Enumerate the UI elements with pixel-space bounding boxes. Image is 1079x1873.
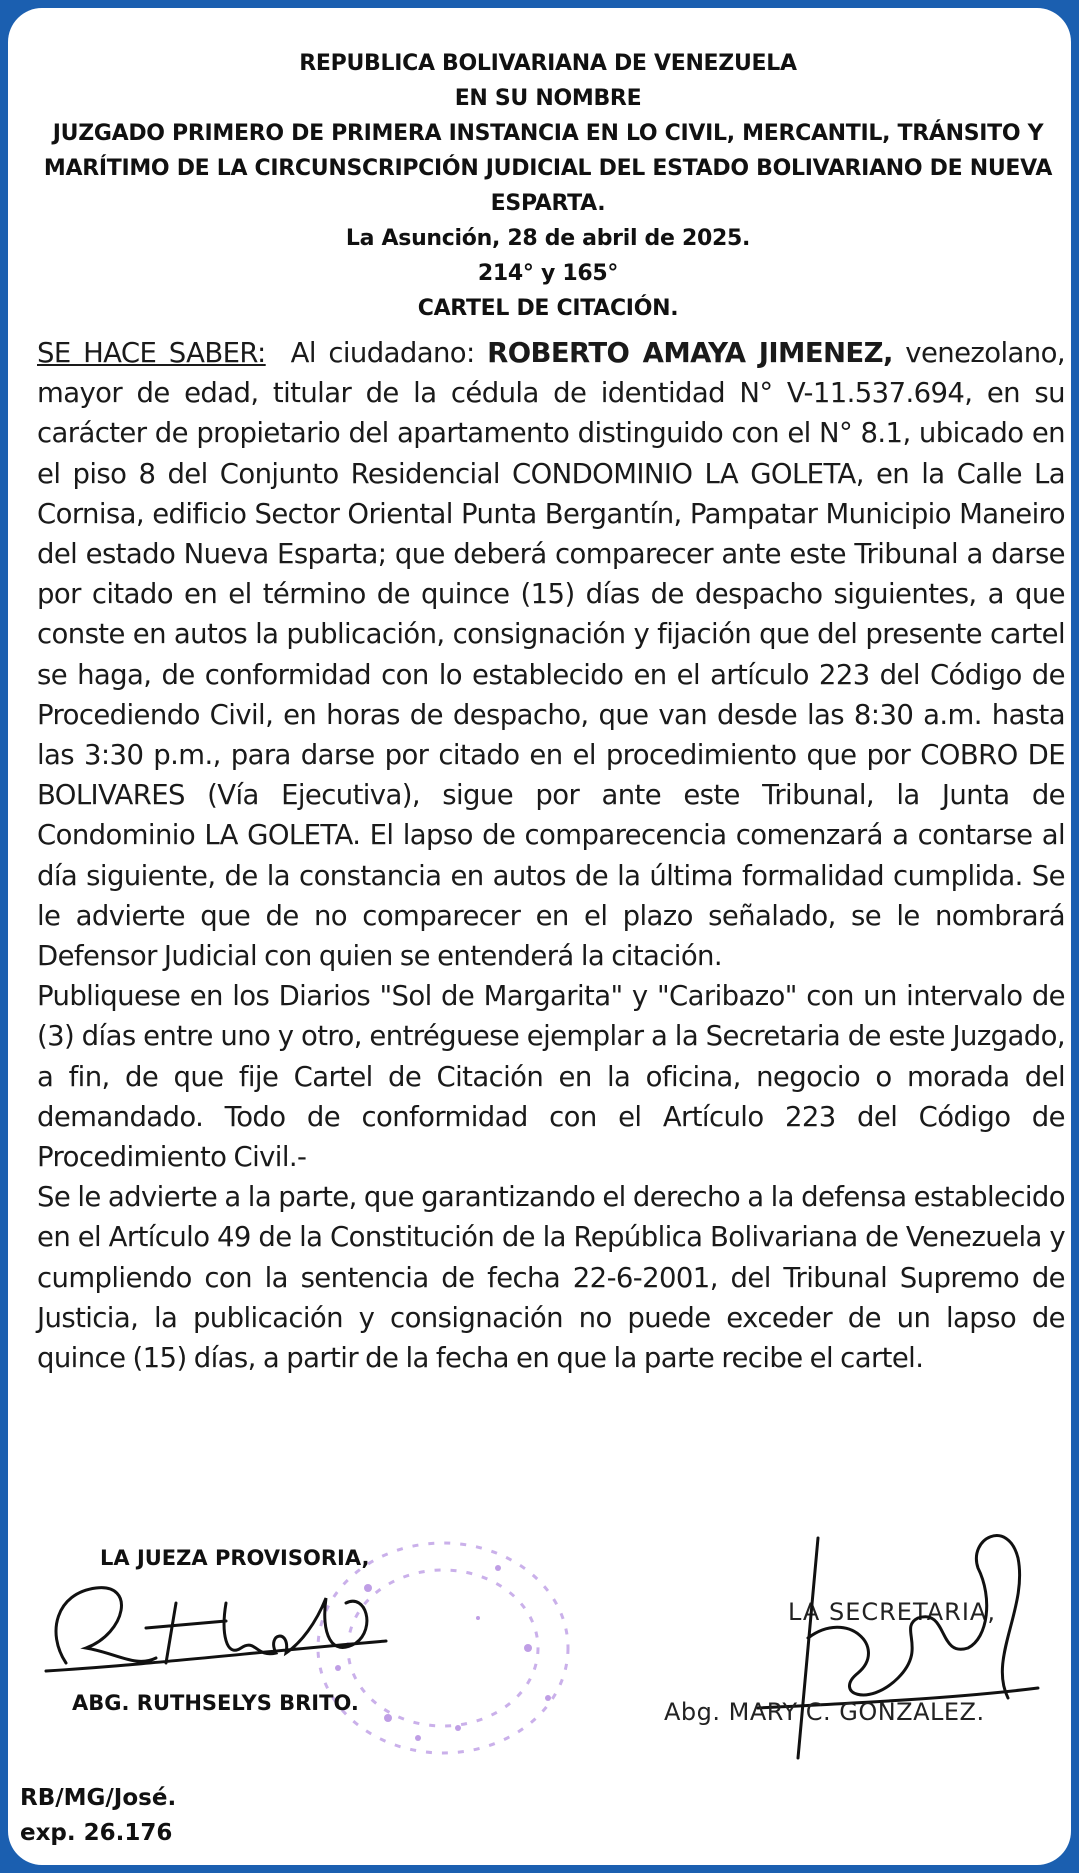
secretary-title: LA SECRETARIA, (788, 1598, 996, 1626)
case-number: exp. 26.176 (20, 1820, 173, 1846)
header-line-court-1: JUZGADO PRIMERO DE PRIMERA INSTANCIA EN LO CIVIL, MERCANTIL, TRÁNSITO Y (52, 121, 1044, 146)
secretary-name: Abg. MARY C. GONZALEZ. (664, 1698, 985, 1726)
document-title: CARTEL DE CITACIÓN. (417, 296, 679, 321)
judge-signature (26, 1573, 396, 1693)
paragraph-publication: Publiquese en los Diarios "Sol de Margarita" y "Caribazo" con un intervalo de (3) días entre uno y otro, entréguese ejemplar a la Secretaria de este Juzgado, a fin, de que fije Cartel de Citación en la oficina, negocio o morada del demandado. Todo de conformidad con el Artículo 223 del Código de Procedimiento Civil.- (37, 980, 1065, 1174)
judge-name: ABG. RUTHSELYS BRITO. (72, 1691, 359, 1715)
header-line-name: EN SU NOMBRE (454, 86, 642, 111)
secretary-signature (738, 1498, 1048, 1788)
paragraph-warning: Se le advierte a la parte, que garantizando el derecho a la defensa establecido en el Artículo 49 de la Constitución de la República Bolivariana de Venezuela y cumpliendo con la sentencia de fecha 22-6-2001, del Tribunal Supremo de Justicia, la publicación y consignación no puede exceder de un lapso de quince (15) días, a partir de la fecha en que la parte recibe el cartel. (37, 1181, 1065, 1375)
footer-references (20, 1781, 176, 1851)
lead-phrase: SE HACE SABER: (37, 337, 266, 369)
header-line-court-2: MARÍTIMO DE LA CIRCUNSCRIPCIÓN JUDICIAL DEL ESTADO BOLIVARIANO DE NUEVA (43, 156, 1053, 181)
document-header (22, 46, 1071, 326)
notice-card (8, 8, 1071, 1865)
defendant-name: ROBERTO AMAYA JIMENEZ, (487, 337, 893, 369)
initials: RB/MG/José. (20, 1785, 177, 1811)
judge-title: LA JUEZA PROVISORIA, (100, 1546, 370, 1570)
header-line-court-3: ESPARTA. (490, 191, 606, 216)
header-years: 214° y 165° (477, 261, 619, 286)
citation-text: venezolano, mayor de edad, titular de la cédula de identidad N° V-11.537.694, en su carácter de propietario del apartamento distinguido con el N° 8.1, ubicado en el piso 8 del Conjunto Residencial CONDOMINIO LA GOLETA, en la Calle La Cornisa, edificio Sector Oriental Punta Bergantín, Pampatar Municipio Maneiro del estado Nueva Esparta; que deberá comparecer ante este Tribunal a darse por citado en el término de quince (15) días de despacho siguientes, a que conste en autos la publicación, consignación y fijación que del presente cartel se haga, de conformidad con lo establecido en el artículo 223 del Código de Procediendo Civil, en horas de despacho, que van desde las 8:30 a.m. hasta las 3:30 p.m., para darse por citado en el procedimiento que por COBRO DE BOLIVARES (Vía Ejecutiva), sigue por ante este Tribunal, la Junta de Condominio LA GOLETA. El lapso de comparecencia comenzará a contarse al día siguiente, de la constancia en autos de la última formalidad cumplida. Se le advierte que de no comparecer en el plazo señalado, se le nombrará Defensor Judicial con quien se entenderá la citación. (37, 337, 1065, 973)
header-date: La Asunción, 28 de abril de 2025. (345, 226, 751, 251)
notice-body (37, 333, 1065, 1378)
header-line-republic: REPUBLICA BOLIVARIANA DE VENEZUELA (299, 51, 797, 76)
paragraph-citation (37, 333, 1065, 976)
intro-phrase: Al ciudadano: (290, 337, 475, 369)
